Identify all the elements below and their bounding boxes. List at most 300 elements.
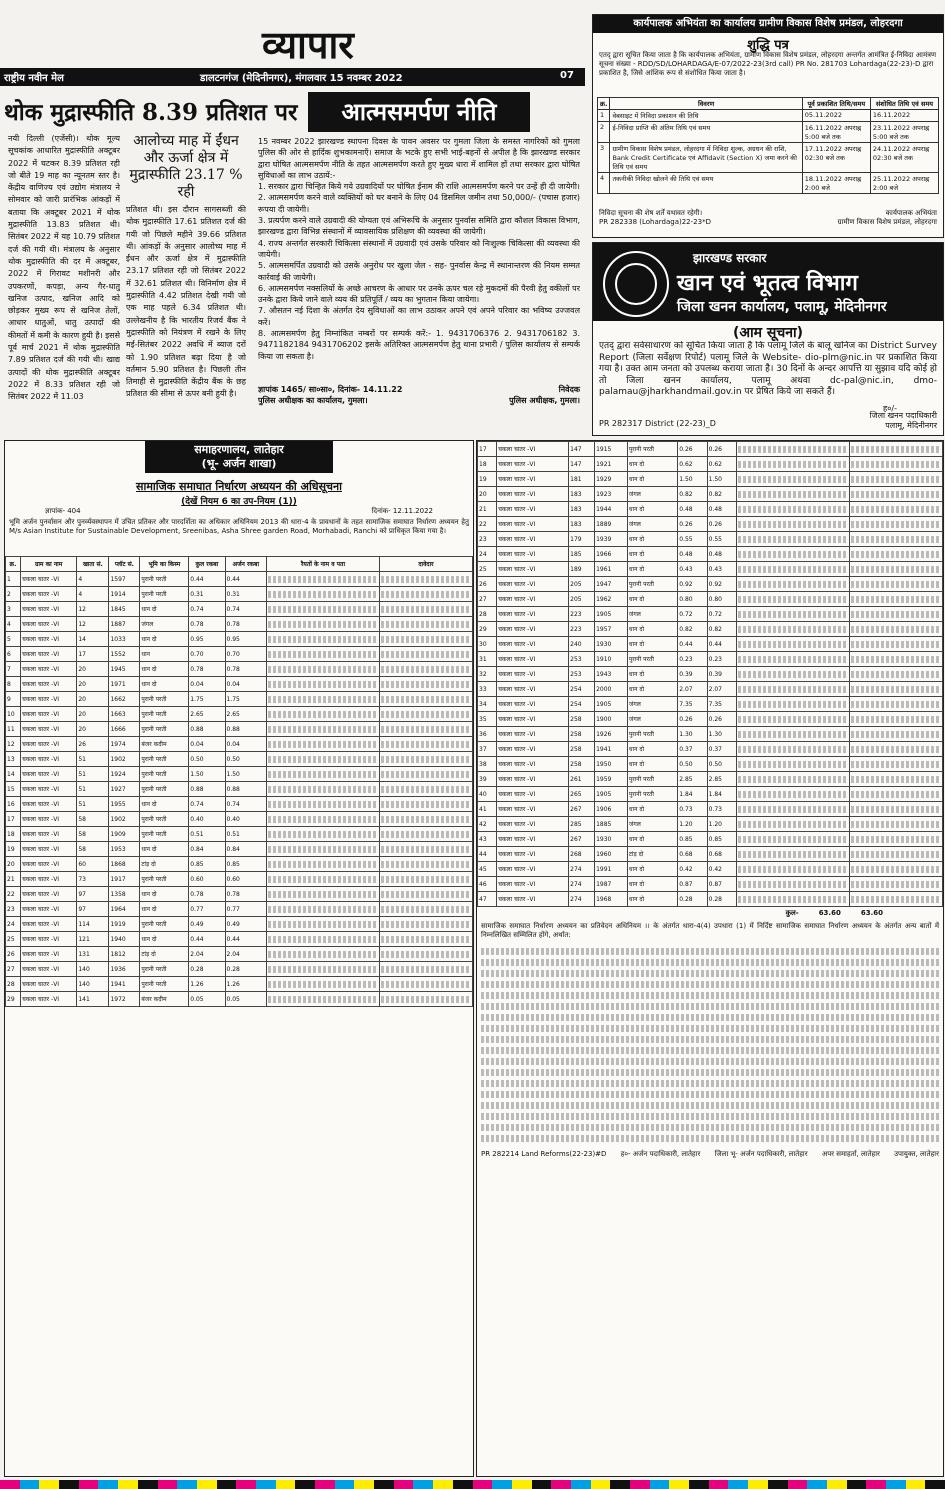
- table-cell: धान दो: [627, 592, 677, 607]
- table-header: क्र.: [598, 98, 610, 110]
- table-cell: 0.51: [225, 827, 267, 842]
- table-cell: 14: [77, 632, 109, 647]
- owner-details-cell: [267, 932, 380, 947]
- owner-details-cell: [267, 857, 380, 872]
- table-row: [6, 992, 473, 1007]
- table-cell: जंगल: [627, 487, 677, 502]
- table-cell: 0.88: [189, 782, 225, 797]
- table-cell: 0.48: [707, 547, 736, 562]
- owner-details-cell: [267, 977, 380, 992]
- table-cell: जंगल: [627, 517, 677, 532]
- table-cell: चकला चातर -VI: [20, 587, 76, 602]
- table-cell: 1950: [595, 757, 628, 772]
- owner-details-cell: [737, 697, 850, 712]
- color-swatch: [866, 1480, 886, 1489]
- table-cell: 0.80: [707, 592, 736, 607]
- corrigendum-footer: [599, 209, 937, 227]
- table-row: [6, 962, 473, 977]
- table-row: [6, 602, 473, 617]
- table-cell: 0.40: [189, 812, 225, 827]
- table-cell: 1868: [109, 857, 140, 872]
- table-header: दावेदार: [380, 557, 473, 572]
- owner-details-cell: [737, 757, 850, 772]
- table-cell: 114: [77, 917, 109, 932]
- table-cell: 1910: [595, 652, 628, 667]
- color-swatch: [473, 1480, 493, 1489]
- table-cell: 1.84: [678, 787, 707, 802]
- table-cell: 1887: [109, 617, 140, 632]
- claimant-details-cell: [850, 727, 943, 742]
- table-cell: चकला चातर -VI: [497, 877, 569, 892]
- color-swatch: [728, 1480, 748, 1489]
- table-cell: 11: [6, 722, 21, 737]
- surrender-memo: ज्ञापांक 1465/ सा०सा०, दिनांक- 14.11.22: [258, 385, 403, 394]
- owner-details-cell: [267, 827, 380, 842]
- table-cell: जंगल: [140, 617, 189, 632]
- table-cell: 205: [569, 577, 595, 592]
- color-swatch: [906, 1480, 926, 1489]
- table-cell: 30: [478, 637, 497, 652]
- claimant-details-cell: [380, 827, 473, 842]
- corrigendum-note: निविदा सूचना की शेष शर्तें यथावत रहेगी।: [599, 209, 703, 217]
- table-cell: 20: [77, 677, 109, 692]
- owner-details-cell: [267, 947, 380, 962]
- table-cell: धान दो: [627, 802, 677, 817]
- claimant-details-cell: [380, 722, 473, 737]
- table-cell: टांड़ दो: [140, 947, 189, 962]
- table-cell: 0.28: [707, 892, 736, 907]
- land-ref: ज्ञापांक- 404: [45, 507, 81, 515]
- table-cell: धान दो: [627, 472, 677, 487]
- land-title: सामाजिक समाघात निर्धारण अध्ययन की अधिसूचना: [136, 480, 342, 493]
- table-cell: 0.82: [678, 487, 707, 502]
- table-cell: 1926: [595, 727, 628, 742]
- table-row: [478, 547, 943, 562]
- color-swatch: [551, 1480, 571, 1489]
- land-sign: अपर समाहर्ता, लातेहार: [821, 1150, 880, 1158]
- table-cell: 1944: [595, 502, 628, 517]
- table-cell: 18: [478, 457, 497, 472]
- owner-details-cell: [737, 502, 850, 517]
- dateline: डालटनगंज (मेदिनीनगर), मंगलवार 15 नवम्बर 2022: [200, 73, 403, 84]
- table-cell: 0.84: [225, 842, 267, 857]
- table-cell: चकला चातर -VI: [497, 472, 569, 487]
- table-row: [6, 902, 473, 917]
- owner-details-cell: [737, 682, 850, 697]
- table-row: [478, 712, 943, 727]
- claimant-details-cell: [850, 517, 943, 532]
- owner-details-cell: [267, 617, 380, 632]
- table-cell: चकला चातर -VI: [20, 632, 76, 647]
- table-cell: 20: [478, 487, 497, 502]
- table-row: [6, 947, 473, 962]
- color-swatch: [98, 1480, 118, 1489]
- color-swatch: [79, 1480, 99, 1489]
- table-cell: 0.73: [678, 802, 707, 817]
- table-cell: 0.60: [225, 872, 267, 887]
- table-cell: 274: [569, 862, 595, 877]
- land-total-value: 63.60: [818, 909, 841, 917]
- table-row: [478, 877, 943, 892]
- table-cell: चकला चातर -VI: [497, 862, 569, 877]
- surrender-title: आत्मसमर्पण नीति: [308, 92, 530, 132]
- table-cell: 21: [6, 872, 21, 887]
- owner-details-cell: [267, 812, 380, 827]
- table-cell: 0.87: [678, 877, 707, 892]
- table-cell: 17: [6, 812, 21, 827]
- color-swatch: [295, 1480, 315, 1489]
- table-cell: जंगल: [627, 697, 677, 712]
- masthead: [0, 0, 585, 86]
- table-cell: 51: [77, 797, 109, 812]
- table-cell: चकला चातर -VI: [20, 872, 76, 887]
- table-cell: ई-निविदा प्राप्ति की अंतिम तिथि एवं समय: [610, 122, 802, 143]
- table-cell: 22: [478, 517, 497, 532]
- table-cell: चकला चातर -VI: [497, 577, 569, 592]
- table-cell: 0.50: [678, 757, 707, 772]
- claimant-details-cell: [850, 892, 943, 907]
- table-cell: 0.50: [707, 757, 736, 772]
- claimant-details-cell: [850, 787, 943, 802]
- surrender-sign-title: निवेदक: [558, 385, 580, 394]
- table-cell: 0.31: [225, 587, 267, 602]
- table-cell: बंजर कदीम: [140, 992, 189, 1007]
- claimant-details-cell: [380, 617, 473, 632]
- owner-details-cell: [267, 962, 380, 977]
- table-cell: 183: [569, 502, 595, 517]
- mining-sign-title: जिला खनन पदाधिकारी: [869, 411, 937, 420]
- claimant-details-cell: [850, 547, 943, 562]
- table-cell: 47: [478, 892, 497, 907]
- table-cell: 24: [478, 547, 497, 562]
- table-cell: 5: [6, 632, 21, 647]
- table-cell: 12: [77, 617, 109, 632]
- table-cell: वेबसाइट में निविदा प्रकाशन की तिथि: [610, 110, 802, 122]
- table-row: [478, 772, 943, 787]
- table-row: [478, 472, 943, 487]
- mining-sign: पलामू, मेदिनीनगर: [885, 421, 937, 430]
- table-header: विवरण: [610, 98, 802, 110]
- owner-details-cell: [737, 817, 850, 832]
- claimant-details-cell: [850, 877, 943, 892]
- table-cell: 0.26: [678, 442, 707, 457]
- table-cell: चकला चातर -VI: [497, 622, 569, 637]
- table-cell: 0.82: [707, 487, 736, 502]
- table-cell: जंगल: [627, 712, 677, 727]
- color-swatch: [571, 1480, 591, 1489]
- table-cell: पुरानी परती: [627, 772, 677, 787]
- land-date: दिनांक- 12.11.2022: [371, 507, 433, 515]
- table-cell: 0.28: [225, 962, 267, 977]
- land-notice-right: [476, 440, 944, 1477]
- table-cell: 1.50: [678, 472, 707, 487]
- table-cell: 1905: [595, 697, 628, 712]
- claimant-details-cell: [850, 802, 943, 817]
- table-cell: 12: [6, 737, 21, 752]
- table-row: [6, 917, 473, 932]
- surrender-point: 6. आत्मसमर्पण नक्सलियों के अच्छे आचरण के आधार पर उनके ऊपर चल रहे मुकदमों की पैरवी हेतु वकीलों पर उनके द्वारा किये जाने वाले व्यय की प्रतिपूर्ति / व्यय का भुगतान किया जायेगा।: [258, 283, 580, 305]
- table-cell: चकला चातर -VI: [20, 782, 76, 797]
- table-cell: 1.75: [225, 692, 267, 707]
- table-cell: 20: [77, 722, 109, 737]
- table-cell: 0.37: [678, 742, 707, 757]
- table-cell: चकला चातर -VI: [497, 487, 569, 502]
- claimant-details-cell: [850, 667, 943, 682]
- table-cell: 261: [569, 772, 595, 787]
- table-row: [6, 647, 473, 662]
- table-cell: धान दो: [140, 632, 189, 647]
- table-cell: धान दो: [627, 562, 677, 577]
- color-swatch: [138, 1480, 158, 1489]
- table-cell: 18.11.2022 अपराह्न 2:00 बजे: [802, 173, 870, 194]
- owner-details-cell: [267, 917, 380, 932]
- table-cell: 0.55: [678, 532, 707, 547]
- table-cell: 37: [478, 742, 497, 757]
- table-cell: 1921: [595, 457, 628, 472]
- owner-details-cell: [737, 637, 850, 652]
- table-row: [478, 607, 943, 622]
- owner-details-cell: [737, 742, 850, 757]
- owner-details-cell: [737, 802, 850, 817]
- table-header: क्र.: [6, 557, 21, 572]
- corrigendum-sign: ग्रामीण विकास विशेष प्रमंडल, लोहरदगा: [837, 218, 937, 226]
- table-row: [598, 143, 939, 173]
- table-cell: 1941: [109, 977, 140, 992]
- table-row: [6, 692, 473, 707]
- table-cell: 223: [569, 622, 595, 637]
- color-swatch: [689, 1480, 709, 1489]
- table-cell: 258: [569, 712, 595, 727]
- table-row: [478, 592, 943, 607]
- owner-details-cell: [737, 667, 850, 682]
- color-swatch: [315, 1480, 335, 1489]
- color-swatch: [217, 1480, 237, 1489]
- table-cell: धान दो: [627, 532, 677, 547]
- table-cell: 0.92: [707, 577, 736, 592]
- table-cell: 1: [6, 572, 21, 587]
- table-cell: 17.11.2022 अपराह्न 02:30 बजे तक: [802, 143, 870, 173]
- table-cell: 3: [6, 602, 21, 617]
- table-cell: 0.95: [225, 632, 267, 647]
- table-cell: 268: [569, 847, 595, 862]
- table-cell: 0.43: [707, 562, 736, 577]
- table-cell: 0.44: [189, 932, 225, 947]
- table-cell: 0.05: [225, 992, 267, 1007]
- owner-details-cell: [267, 587, 380, 602]
- table-cell: पुरानी परती: [140, 917, 189, 932]
- color-swatch: [591, 1480, 611, 1489]
- color-swatch: [807, 1480, 827, 1489]
- table-cell: चकला चातर -VI: [497, 892, 569, 907]
- table-cell: 20: [77, 692, 109, 707]
- table-cell: 21: [478, 502, 497, 517]
- table-cell: 60: [77, 857, 109, 872]
- table-cell: 2.65: [225, 707, 267, 722]
- table-cell: 254: [569, 697, 595, 712]
- table-cell: 25.11.2022 अपराह्न 2:00 बजे: [870, 173, 938, 194]
- table-cell: चकला चातर -VI: [497, 772, 569, 787]
- table-cell: 1917: [109, 872, 140, 887]
- table-row: [6, 812, 473, 827]
- surrender-point: 1. सरकार द्वारा चिन्हित किये गये उग्रवादियों पर घोषित ईनाम की राशि आत्मसमर्पण करने पर उन्हें ही दी जायेगी।: [258, 182, 580, 192]
- table-cell: पुरानी परती: [627, 577, 677, 592]
- table-cell: 14: [6, 767, 21, 782]
- owner-details-cell: [737, 772, 850, 787]
- table-row: [478, 457, 943, 472]
- table-row: [6, 572, 473, 587]
- color-swatch: [0, 1480, 20, 1489]
- table-cell: 1964: [109, 902, 140, 917]
- land-footer-text: सामाजिक समाघात निर्धारण अध्ययन का प्रतिवेदन अधिनियम ।। के अंतर्गत धारा-4(4) उपधारा (1) में निर्दिष्ट सामाजिक समाघात निर्धारण अध्ययन के अंतर्गत अन्य बातों में निम्नलिखित सम्मिलित होंगे, अर्थात:: [481, 922, 939, 939]
- color-swatch: [59, 1480, 79, 1489]
- owner-details-cell: [267, 737, 380, 752]
- table-cell: 1960: [595, 847, 628, 862]
- table-cell: धान दो: [140, 797, 189, 812]
- table-cell: 0.44: [189, 572, 225, 587]
- surrender-body: [258, 136, 580, 376]
- table-cell: धान दो: [627, 862, 677, 877]
- table-cell: 27: [478, 592, 497, 607]
- table-cell: चकला चातर -VI: [20, 707, 76, 722]
- table-cell: 0.70: [225, 647, 267, 662]
- claimant-details-cell: [380, 572, 473, 587]
- table-cell: 7.35: [678, 697, 707, 712]
- table-cell: 26: [6, 947, 21, 962]
- table-row: [478, 682, 943, 697]
- table-cell: चकला चातर -VI: [497, 787, 569, 802]
- table-cell: 2.65: [189, 707, 225, 722]
- table-cell: 0.50: [225, 752, 267, 767]
- land-sign-row: [477, 1148, 943, 1161]
- table-cell: 7: [6, 662, 21, 677]
- table-cell: 1943: [595, 667, 628, 682]
- table-cell: पुरानी परती: [140, 707, 189, 722]
- table-cell: 58: [77, 842, 109, 857]
- table-cell: 0.77: [189, 902, 225, 917]
- table-cell: 22: [6, 887, 21, 902]
- table-cell: 131: [77, 947, 109, 962]
- owner-details-cell: [267, 632, 380, 647]
- mining-header: [593, 243, 943, 321]
- table-cell: 1358: [109, 887, 140, 902]
- table-cell: 4: [77, 572, 109, 587]
- table-cell: चकला चातर -VI: [20, 902, 76, 917]
- table-cell: पुरानी परती: [140, 692, 189, 707]
- table-cell: पुरानी परती: [140, 962, 189, 977]
- table-cell: 2000: [595, 682, 628, 697]
- table-row: [478, 652, 943, 667]
- table-cell: 1.30: [707, 727, 736, 742]
- table-cell: 39: [478, 772, 497, 787]
- table-cell: 285: [569, 817, 595, 832]
- color-swatch: [630, 1480, 650, 1489]
- table-cell: 0.44: [225, 572, 267, 587]
- table-cell: 8: [6, 677, 21, 692]
- table-row: [478, 442, 943, 457]
- table-cell: 1991: [595, 862, 628, 877]
- table-cell: धान दो: [627, 877, 677, 892]
- table-header: अर्जन रकबा: [225, 557, 267, 572]
- table-row: [6, 887, 473, 902]
- color-swatch: [197, 1480, 217, 1489]
- table-cell: 258: [569, 727, 595, 742]
- table-row: [478, 637, 943, 652]
- table-cell: 34: [478, 697, 497, 712]
- owner-details-cell: [267, 782, 380, 797]
- table-row: [478, 667, 943, 682]
- table-cell: 1953: [109, 842, 140, 857]
- table-cell: 31: [478, 652, 497, 667]
- table-cell: 2.07: [707, 682, 736, 697]
- surrender-point: 7. औसतन नई दिशा के अंतर्गत देय सुविधाओं का लाभ उठाकर अपने एवं अपने परिवार का भविष्य उज्जवल करें।: [258, 306, 580, 327]
- table-cell: 185: [569, 547, 595, 562]
- owner-details-cell: [737, 547, 850, 562]
- table-cell: 0.68: [707, 847, 736, 862]
- color-swatch: [827, 1480, 847, 1489]
- table-cell: 28: [6, 977, 21, 992]
- land-office-name: समाहरणालय, लातेहार: [194, 443, 284, 456]
- table-cell: 41: [478, 802, 497, 817]
- table-row: [6, 827, 473, 842]
- claimant-details-cell: [380, 977, 473, 992]
- table-cell: पुरानी परती: [140, 722, 189, 737]
- table-cell: चकला चातर -VI: [20, 647, 76, 662]
- surrender-point: 4. राज्य अन्तर्गत सरकारी चिकित्सा संस्थानों में उग्रवादी एवं उसके परिवार को निःशुल्क चिकित्सा की व्यवस्था की जायेगी।: [258, 238, 580, 259]
- claimant-details-cell: [850, 592, 943, 607]
- table-cell: चकला चातर -VI: [497, 637, 569, 652]
- owner-details-cell: [737, 652, 850, 667]
- table-cell: 43: [478, 832, 497, 847]
- land-subtitle: (देखें नियम 6 का उप-नियम (1)): [181, 497, 297, 507]
- table-row: [6, 707, 473, 722]
- table-cell: 1.50: [707, 472, 736, 487]
- table-cell: 26: [478, 577, 497, 592]
- owner-details-cell: [737, 877, 850, 892]
- claimant-details-cell: [380, 872, 473, 887]
- table-cell: 4: [598, 173, 610, 194]
- table-cell: 1902: [109, 812, 140, 827]
- table-cell: 16.11.2022 अपराह्न 5:00 बजे तक: [802, 122, 870, 143]
- table-cell: 1961: [595, 562, 628, 577]
- table-row: [478, 532, 943, 547]
- table-cell: धान दो: [627, 892, 677, 907]
- table-cell: पुरानी परती: [627, 442, 677, 457]
- table-cell: टांड़ दो: [140, 857, 189, 872]
- table-cell: 1955: [109, 797, 140, 812]
- color-swatch: [236, 1480, 256, 1489]
- table-row: [6, 752, 473, 767]
- table-cell: 1962: [595, 592, 628, 607]
- table-cell: 1971: [109, 677, 140, 692]
- owner-details-cell: [737, 487, 850, 502]
- table-cell: चकला चातर -VI: [20, 932, 76, 947]
- table-cell: टांड़ दो: [627, 847, 677, 862]
- table-cell: 2.04: [189, 947, 225, 962]
- table-cell: 12: [77, 602, 109, 617]
- table-cell: 0.68: [678, 847, 707, 862]
- owner-details-cell: [267, 677, 380, 692]
- table-cell: चकला चातर -VI: [20, 812, 76, 827]
- table-cell: 1940: [109, 932, 140, 947]
- table-cell: धान दो: [140, 887, 189, 902]
- table-cell: 189: [569, 562, 595, 577]
- table-cell: चकला चातर -VI: [497, 847, 569, 862]
- surrender-point: 3. प्रत्यर्पण करने वाले उग्रवादी की योग्यता एवं अभिरूचि के अनुसार पुनर्वास समिति द्वारा कौशल विकास विभाग, झारखण्ड द्वारा विभिन्न संस्थानों में व्यावसायिक प्रशिक्षण की व्यवस्था की जायेगी।: [258, 216, 580, 237]
- inflation-col1: नयी दिल्ली (एजेंसी)। थोक मूल्य सूचकांक आधारित मुद्रास्फीति अक्टूबर 2022 में घटकर 8.39 प्रतिशत रही जो बीते 19 माह का न्यूनतम स्तर है। केंद्रीय वाणिज्य एवं उद्योग मंत्रालय ने सोमवार को जारी प्रारंभिक आंकड़ों में बताया कि अक्टूबर 2021 में थोक मुद्रास्फीति 13.83 प्रतिशत थी। सितंबर 2022 में यह 10.79 प्रतिशत दर्ज की गयी थी। मंत्रालय के अनुसार थोक मुद्रास्फीति की दर में अक्टूबर, 2022 में गिरावट मशीनरी और उपकरणों, कपड़ा, अन्य गैर-धातु खनिज उत्पाद, खनिज आदि को छोड़कर मुख्य रूप से खनिज तेलों, आधार धातुओं, धातु उत्पादों की कीमतों में कमी के कारण हुयी है। इससे पूर्व मार्च 2021 में थोक मुद्रास्फीति 7.89 प्रतिशत दर्ज की गयी थी। खाद्य उत्पादों की थोक मुद्रास्फीति अक्टूबर 2022 में 8.33 प्रतिशत रही जो सितंबर 2022 में 11.03: [8, 134, 120, 402]
- table-cell: 9: [6, 692, 21, 707]
- mining-sign-block: [833, 411, 937, 431]
- table-cell: 254: [569, 682, 595, 697]
